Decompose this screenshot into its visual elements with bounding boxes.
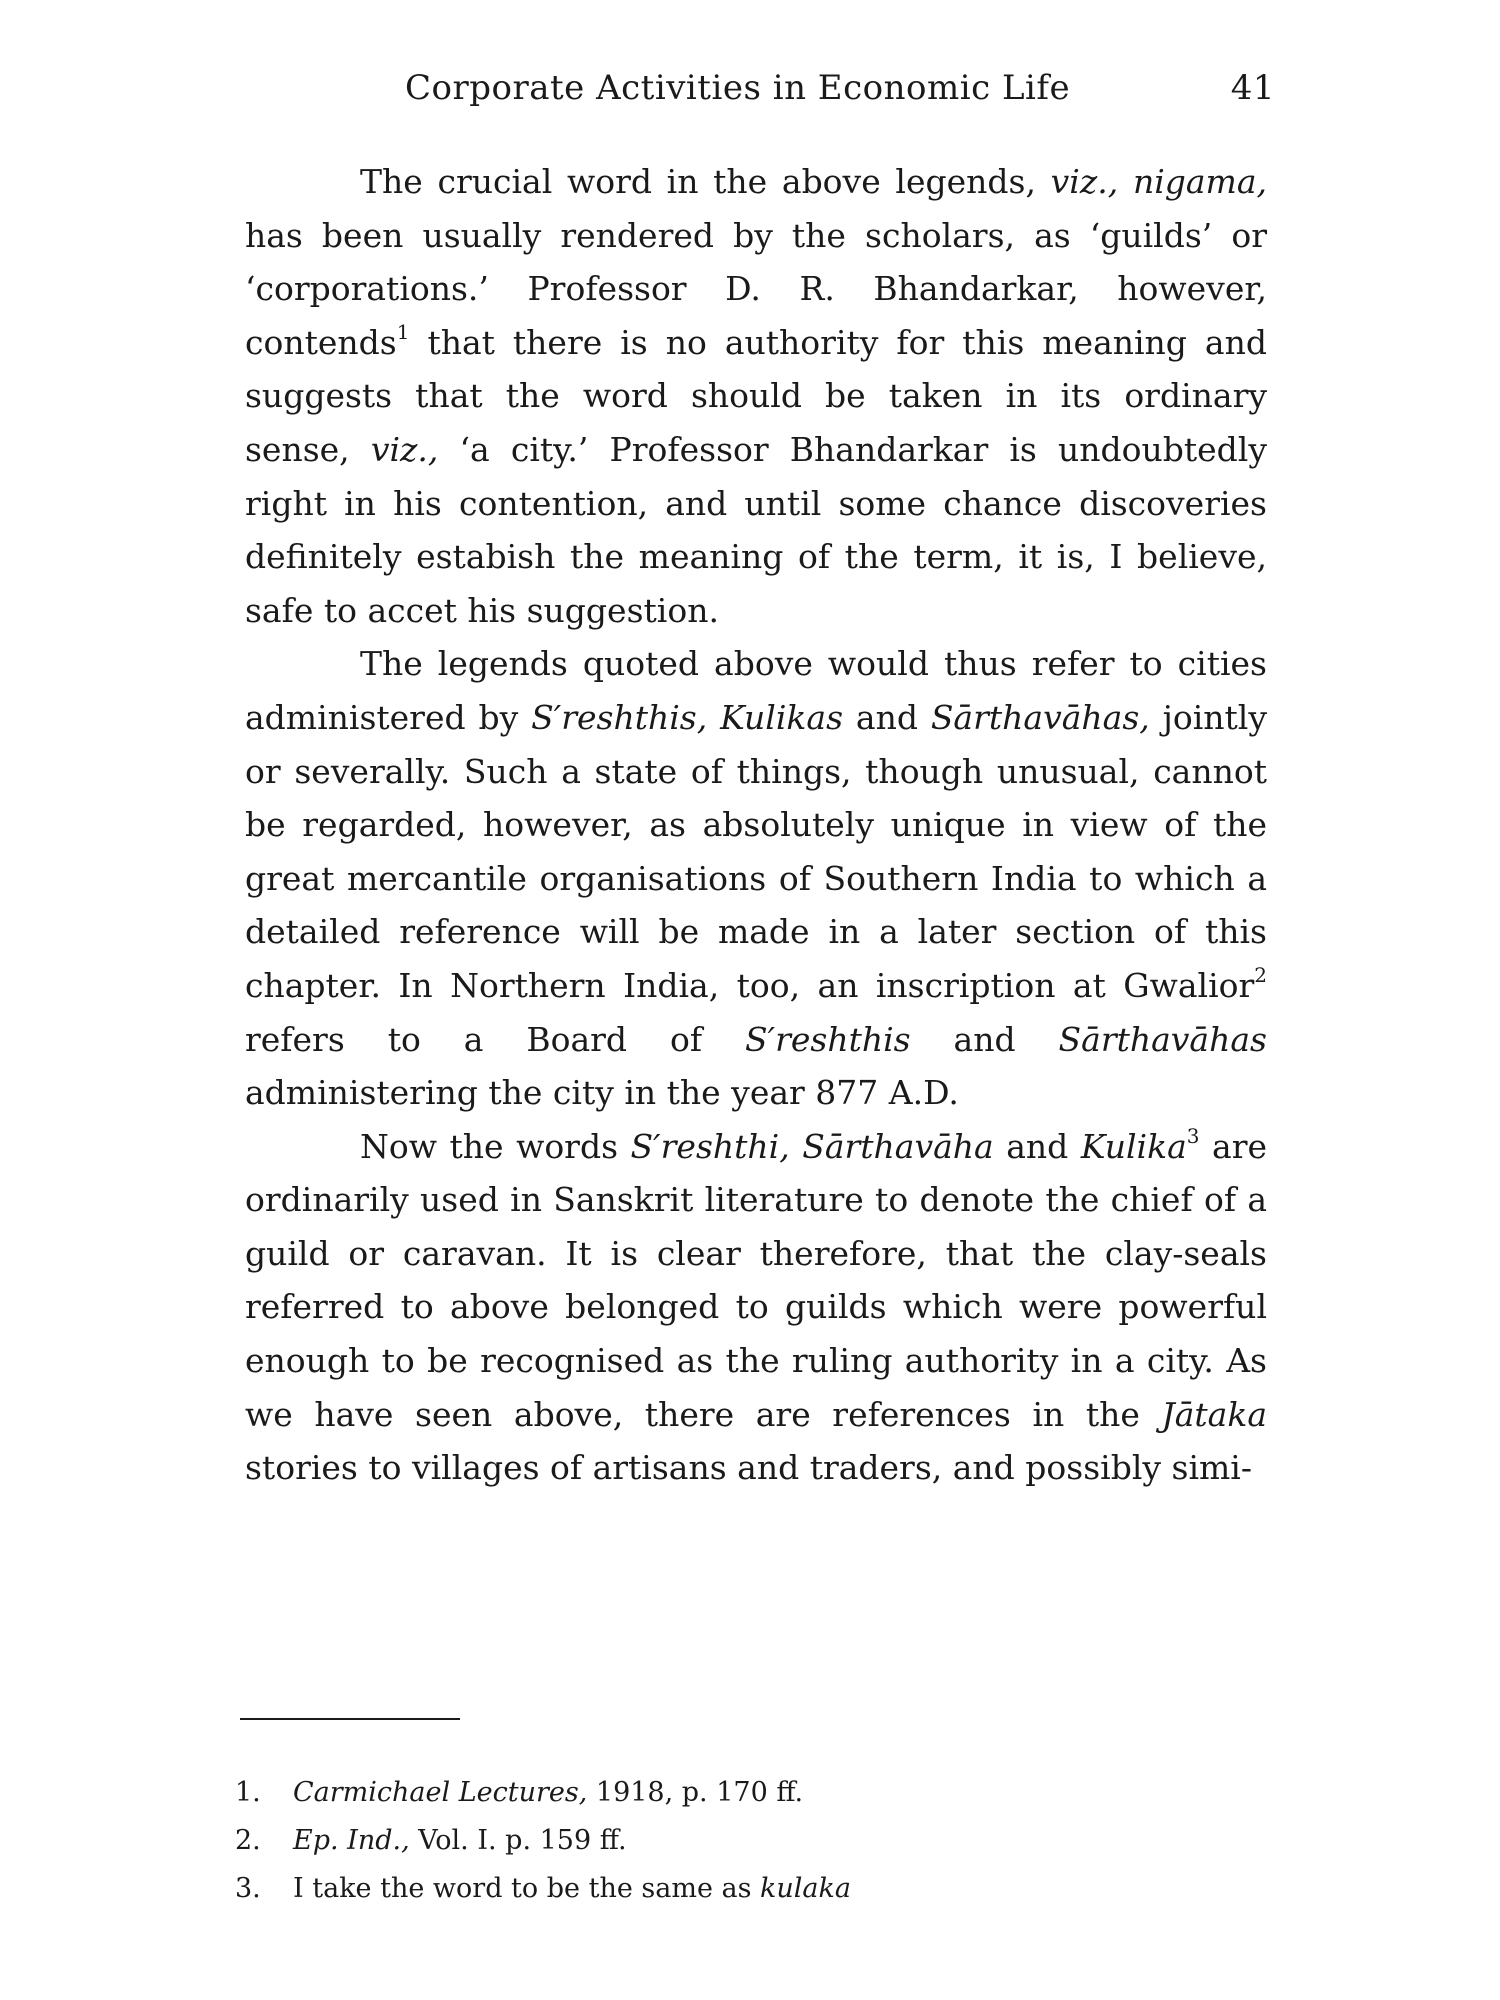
footnote-text [293,1820,627,1862]
text-run: 1918, p. 170 ff. [587,1777,804,1808]
footnote-ref: 2 [1254,962,1267,987]
italic-text: nigama, [1132,162,1267,201]
paragraph [245,1120,1267,1495]
paragraph [245,155,1267,637]
running-title: Corporate Activities in Economic Life [405,68,1071,108]
footnote-number: 2. [235,1825,261,1856]
footnote-text [293,1772,803,1814]
text-run: Now the words [360,1126,631,1166]
text-run: The legends quoted above would thus refer to cities administered by [245,644,1267,737]
text-run: The crucial word in the above legends, [360,162,1051,201]
text-run: refers to a Board of [245,1019,746,1059]
italic-text: Jātaka [1161,1394,1267,1434]
footnote [235,1820,1035,1862]
text-run: and [843,697,931,737]
text-run: ‘a city.’ Professor Bhandarkar is undoubtedly right in his contention, and until some chance discoveries definitely estabish the meaning of the term, it is, I believe, safe to accet his suggestion. [245,429,1268,630]
text-run: administering the city in the year 877 A.D. [245,1073,959,1113]
body-text [245,155,1267,1495]
text-run: has been usually rendered by the scholars, as ‘guilds’ or ‘corporations.’ Professor D. R. Bhandarkar, however, contends [245,215,1267,362]
footnote-ref: 1 [396,319,410,344]
italic-text: kulaka [760,1873,851,1904]
text-run: I take the word to be the same as [293,1873,761,1904]
text-run: and [993,1126,1081,1166]
text-run: jointly or severally. Such a state of things, though unusual, cannot be regarded, however, as absolutely unique in view of the great mercantile organisations of Southern India to which a detailed reference will be made in a later section of this chapter. In Northern India, too, an inscription at Gwalior [245,697,1267,1005]
footnotes [235,1772,1035,1916]
italic-text: Carmichael Lectures, [293,1777,588,1808]
italic-text: S′reshthi, Sārthavāha [630,1126,994,1166]
page-number: 41 [1230,68,1275,108]
text-run: that there is no authority for this meaning and suggests that the word should be taken in its ordinary sense, [245,322,1267,469]
italic-text: Kulika [1080,1126,1187,1166]
footnote-ref: 3 [1186,1123,1200,1148]
footnote-number: 3. [235,1873,261,1904]
footnote-number: 1. [235,1777,261,1808]
italic-text: S′reshthis, Kulikas [531,697,844,737]
italic-text: viz., [1050,162,1119,201]
footnote [235,1868,1035,1910]
text-run: Vol. I. p. 159 ff. [409,1825,627,1856]
italic-text: Ep. Ind., [293,1825,410,1856]
italic-text: S′reshthis [745,1019,911,1059]
paragraph [245,637,1267,1119]
footnote-divider [240,1718,460,1720]
text-run [1118,162,1133,201]
italic-text: Sārthavāhas, [930,697,1150,737]
footnote [235,1772,1035,1814]
text-run: and [910,1019,1059,1059]
text-run: are ordinarily used in Sanskrit literature to denote the chief of a guild or caravan. It is clear therefore, that the clay-seals referred to above belonged to guilds which were powerful enough to be recognised as the ruling authority in a city. As we have seen above, there are references in the [245,1126,1268,1434]
italic-text: Sārthavāhas [1058,1019,1267,1059]
footnote-text [293,1868,851,1910]
text-run: stories to villages of artisans and traders, and possibly simi- [245,1448,1252,1488]
italic-text: viz., [370,429,439,469]
running-head [405,68,1275,118]
